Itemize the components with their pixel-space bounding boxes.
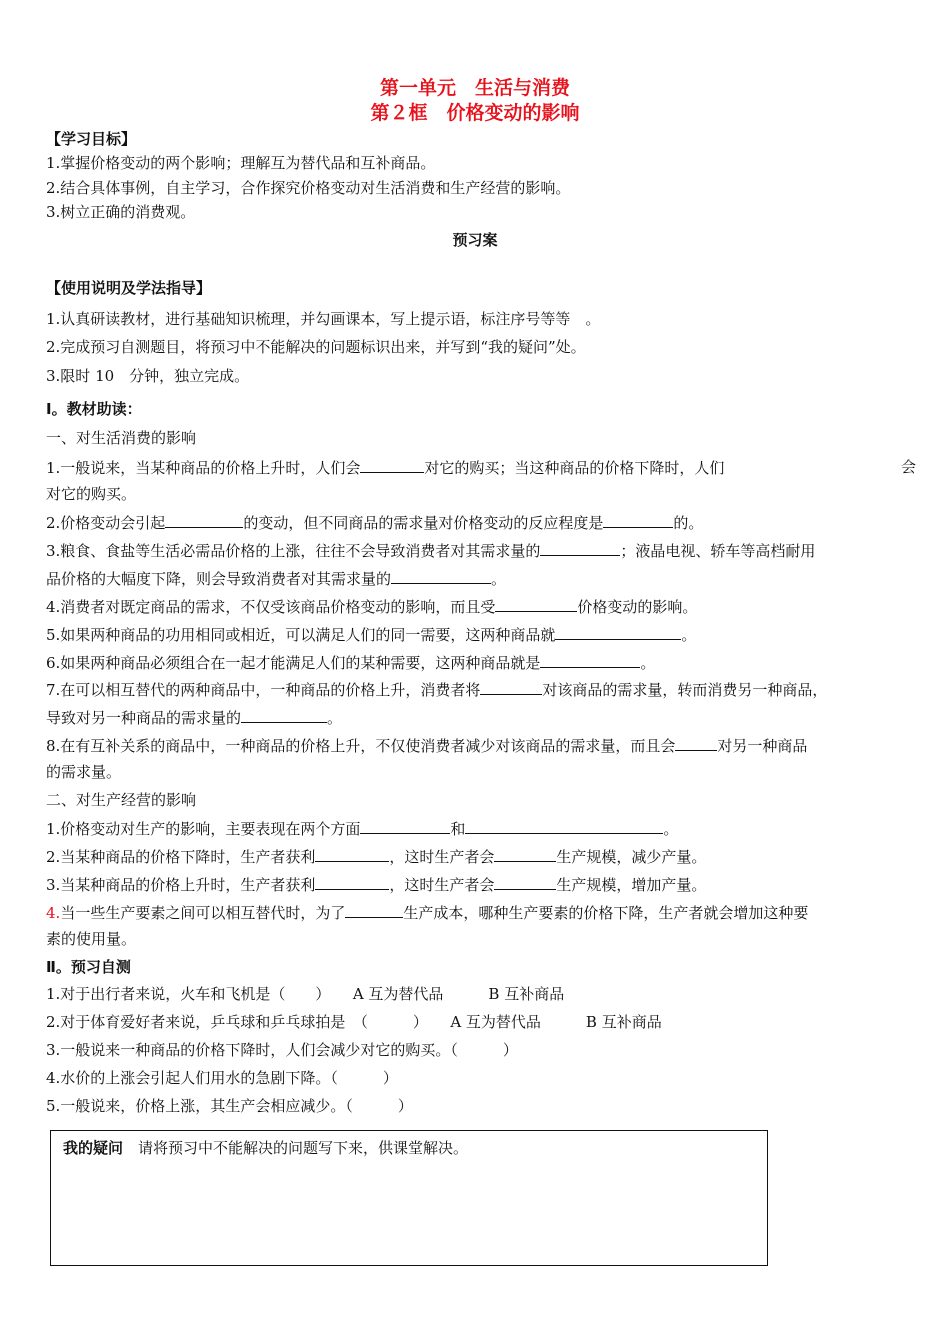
self-test-item: 2.对于体育爱好者来说，乒乓球和乒乓球拍是 （ ） A 互为替代品 B 互补商品 xyxy=(46,1013,662,1031)
question-8-cont: 的需求量。 xyxy=(46,763,122,781)
question-5: 5.如果两种商品的功用相同或相近，可以满足人们的同一需要，这两种商品就 。 xyxy=(46,626,697,644)
my-questions-prompt: 我的疑问 请将预习中不能解决的问题写下来，供课堂解决。 xyxy=(63,1139,469,1157)
answer-blank[interactable] xyxy=(603,512,673,528)
production-3: 3.当某种商品的价格上升时，生产者获利 ，这时生产者会 生产规模，增加产量。 xyxy=(46,876,707,894)
self-test-item: 4.水价的上涨会引起人们用水的急剧下降。（ ） xyxy=(46,1069,398,1087)
subheading-consumption: 一、对生活消费的影响 xyxy=(46,429,197,447)
answer-blank[interactable] xyxy=(494,874,556,890)
answer-blank[interactable] xyxy=(555,624,681,640)
answer-blank[interactable] xyxy=(241,707,327,723)
production-4-cont: 素的使用量。 xyxy=(46,930,137,948)
answer-blank[interactable] xyxy=(494,846,556,862)
goal-item: 3.树立正确的消费观。 xyxy=(46,203,196,221)
my-questions-label: 我的疑问 xyxy=(63,1139,124,1157)
answer-blank[interactable] xyxy=(315,846,389,862)
answer-blank[interactable] xyxy=(675,735,717,751)
unit-title: 第一单元 生活与消费 xyxy=(379,77,570,99)
question-7: 7.在可以相互替代的两种商品中，一种商品的价格上升，消费者将 对该商品的需求量，转而消费另一种商品， xyxy=(46,681,828,699)
my-questions-box[interactable] xyxy=(50,1130,768,1266)
instructions-heading: 【使用说明及学法指导】 xyxy=(46,279,212,297)
question-2: 2.价格变动会引起 的变动，但不同商品的需求量对价格变动的反应程度是 的。 xyxy=(46,514,704,532)
answer-blank[interactable] xyxy=(345,902,403,918)
question-4: 4.消费者对既定商品的需求，不仅受该商品价格变动的影响，而且受 价格变动的影响。 xyxy=(46,598,698,616)
instruction-item: 2.完成预习自测题目，将预习中不能解决的问题标识出来，并写到“我的疑问”处。 xyxy=(46,338,586,356)
answer-blank[interactable] xyxy=(540,652,640,668)
answer-blank[interactable] xyxy=(480,679,542,695)
production-4: 4.当一些生产要素之间可以相互替代时，为了 生产成本，哪种生产要素的价格下降，生产者就会增加这种要 xyxy=(46,904,809,922)
self-test-item: 1.对于出行者来说，火车和飞机是（ ） A 互为替代品 B 互补商品 xyxy=(46,985,565,1003)
goal-item: 1.掌握价格变动的两个影响；理解互为替代品和互补商品。 xyxy=(46,154,436,172)
answer-blank[interactable] xyxy=(465,818,663,834)
question-1-cont: 对它的购买。 xyxy=(46,485,137,503)
question-3-cont: 品价格的大幅度下降，则会导致消费者对其需求量的 。 xyxy=(46,570,507,588)
preview-title: 预习案 xyxy=(452,231,498,249)
answer-blank[interactable] xyxy=(165,512,243,528)
self-test-item: 3.一般说来一种商品的价格下降时，人们会减少对它的购买。（ ） xyxy=(46,1041,518,1059)
goals-heading: 【学习目标】 xyxy=(46,130,137,148)
section2-heading: Ⅱ。预习自测 xyxy=(46,958,131,976)
question-1: 1.一般说来，当某种商品的价格上升时，人们会 对它的购买；当这种商品的价格下降时，人们 会 xyxy=(46,458,916,477)
answer-blank[interactable] xyxy=(315,874,389,890)
instruction-item: 1.认真研读教材，进行基础知识梳理，并勾画课本，写上提示语，标注序号等等 。 xyxy=(46,310,601,328)
instruction-item: 3.限时 10 分钟，独立完成。 xyxy=(46,367,250,385)
lesson-title: 第２框 价格变动的影响 xyxy=(370,102,580,124)
production-1: 1.价格变动对生产的影响，主要表现在两个方面 和 。 xyxy=(46,820,679,838)
answer-blank[interactable] xyxy=(495,596,577,612)
question-6: 6.如果两种商品必须组合在一起才能满足人们的某种需要，这两种商品就是 。 xyxy=(46,654,656,672)
subheading-production: 二、对生产经营的影响 xyxy=(46,791,197,809)
section1-heading: Ⅰ。教材助读： xyxy=(46,400,142,418)
production-2: 2.当某种商品的价格下降时，生产者获利 ，这时生产者会 生产规模，减少产量。 xyxy=(46,848,707,866)
answer-blank[interactable] xyxy=(360,457,424,473)
answer-blank[interactable] xyxy=(360,818,450,834)
question-8: 8.在有互补关系的商品中，一种商品的价格上升，不仅使消费者减少对该商品的需求量，而且会 对另一种商品 xyxy=(46,737,808,755)
answer-blank[interactable] xyxy=(540,540,620,556)
goal-item: 2.结合具体事例，自主学习，合作探究价格变动对生活消费和生产经营的影响。 xyxy=(46,179,571,197)
self-test-item: 5.一般说来，价格上涨，其生产会相应减少。（ ） xyxy=(46,1097,413,1115)
question-7-cont: 导致对另一种商品的需求量的 。 xyxy=(46,709,343,727)
question-3: 3.粮食、食盐等生活必需品价格的上涨，往往不会导致消费者对其需求量的 ；液晶电视、轿车等高档耐用 xyxy=(46,542,816,560)
answer-blank[interactable] xyxy=(391,568,491,584)
